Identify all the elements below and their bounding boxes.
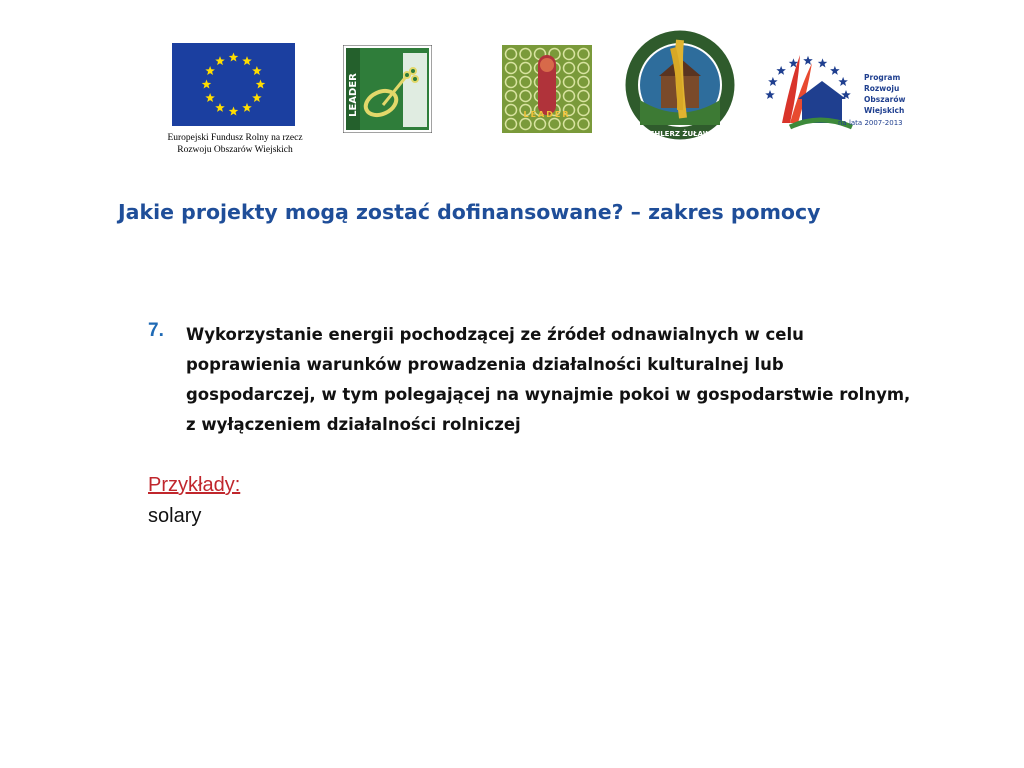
list-item-line: gospodarczej, w tym polegającej na wynajmie pokoi w gospodarstwie rolnym, bbox=[186, 385, 911, 404]
prow-star-icon bbox=[830, 66, 840, 75]
prow-line-1: Program bbox=[864, 73, 901, 82]
list-item-number: 7. bbox=[148, 320, 164, 341]
list-item-line: poprawienia warunków prowadzenia działalności kulturalnej lub bbox=[186, 355, 784, 374]
prow-line-4: Wiejskich bbox=[864, 106, 905, 115]
prow-line-2: Rozwoju bbox=[864, 84, 900, 93]
slide-title: Jakie projekty mogą zostać dofinansowane? – zakres pomocy bbox=[118, 200, 821, 224]
prow-star-icon bbox=[776, 66, 786, 75]
eu-fund-caption-line2: Rozwoju Obszarów Wiejskich bbox=[177, 145, 293, 155]
examples-label: Przykłady: bbox=[148, 474, 241, 496]
prow-line-3: Obszarów bbox=[864, 95, 906, 104]
list-item-text bbox=[186, 320, 1020, 440]
prow-star-icon bbox=[768, 77, 778, 86]
eu-fund-caption bbox=[150, 132, 320, 156]
leader-logo-2-text: LEADER bbox=[523, 110, 571, 119]
list-item-line: z wyłączeniem działalności rolniczej bbox=[186, 415, 521, 434]
prow-star-icon bbox=[838, 77, 848, 86]
eu-flag-logo bbox=[172, 43, 295, 126]
leader-logo-1-text: LEADER bbox=[348, 73, 359, 117]
eu-fund-caption-line1: Europejski Fundusz Rolny na rzecz bbox=[167, 133, 303, 143]
list-item-line: Wykorzystanie energii pochodzącej ze źródeł odnawialnych w celu bbox=[186, 325, 804, 344]
prow-star-icon bbox=[765, 90, 775, 99]
spichlerz-zulawski-logo bbox=[625, 30, 735, 140]
prow-star-icon bbox=[818, 58, 828, 67]
examples-value: solary bbox=[148, 505, 202, 527]
prow-logo bbox=[760, 43, 906, 137]
leader-logo-1 bbox=[343, 45, 432, 133]
leader-logo-2 bbox=[502, 45, 592, 133]
prow-subtitle: na lata 2007-2013 bbox=[838, 119, 903, 127]
prow-star-icon bbox=[803, 56, 813, 65]
spichlerz-logo-text: SPICHLERZ ŻUŁAWSKI bbox=[636, 130, 724, 138]
